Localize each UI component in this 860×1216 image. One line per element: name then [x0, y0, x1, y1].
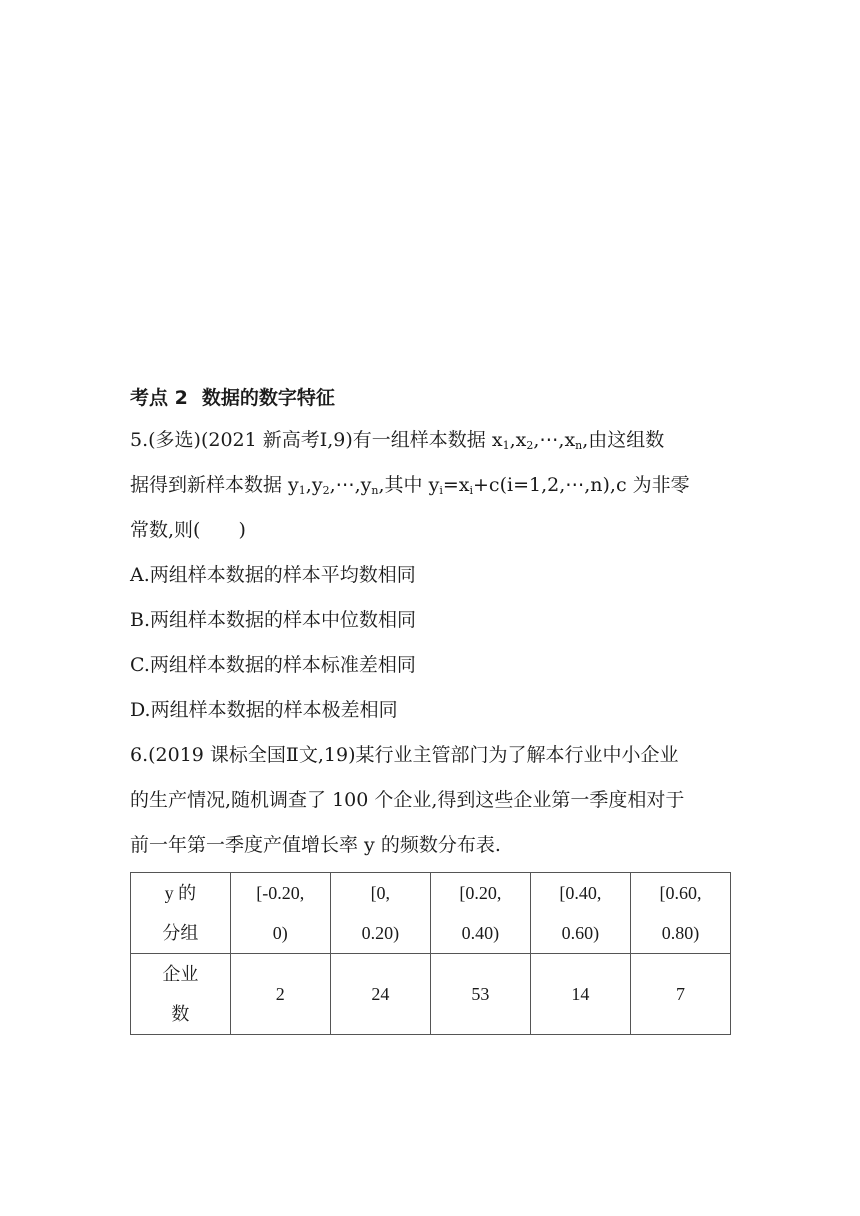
table-cell-count: 24: [330, 954, 430, 1035]
group-line: 0.60): [561, 923, 600, 943]
comma: ,: [354, 474, 361, 496]
table-header-row: [131, 873, 731, 954]
var-x: x: [564, 429, 576, 451]
subscript: n: [371, 484, 379, 497]
row-label-line: 数: [171, 1004, 190, 1024]
group-line: [0.20,: [459, 883, 502, 903]
group-line: 0): [272, 923, 288, 943]
q5-stem-text: 常数,则(: [130, 519, 201, 541]
q6-stem-line-3: 前一年第一季度产值增长率 y 的频数分布表.: [130, 834, 501, 856]
group-line: 0.40): [461, 923, 500, 943]
var-x: x: [491, 429, 503, 451]
section-heading: [130, 378, 735, 418]
ellipsis: ⋯: [539, 429, 559, 451]
comma: ,: [558, 429, 565, 451]
comma: ,: [305, 474, 312, 496]
q5-option-d: D.两组样本数据的样本极差相同: [130, 699, 398, 721]
comma: ,: [509, 429, 516, 451]
subscript: 2: [526, 439, 534, 452]
question-6: [130, 733, 735, 1035]
group-line: [-0.20,: [256, 883, 305, 903]
q5-stem-text: +c(i=1,2,⋯,n),c 为非零: [473, 474, 690, 496]
equals-sign: =: [442, 474, 459, 496]
var-x: x: [458, 474, 470, 496]
subscript: i: [439, 484, 443, 497]
table-cell-count: 2: [230, 954, 330, 1035]
row-label-line: 企业: [162, 964, 199, 984]
table-header-group: [430, 873, 530, 954]
header-label-line: y 的: [164, 883, 197, 903]
section-label: 考点 2: [130, 387, 188, 409]
group-line: [0.40,: [559, 883, 602, 903]
group-line: [0.60,: [659, 883, 702, 903]
comma: ,: [329, 474, 336, 496]
subscript: 1: [502, 439, 510, 452]
q5-stem-text: 5.(多选)(2021 新高考Ⅰ,9)有一组样本数据: [130, 429, 492, 451]
q5-stem-line-1: [130, 418, 735, 463]
table-cell-count: 7: [630, 954, 730, 1035]
group-line: 0.80): [661, 923, 700, 943]
var-y: y: [288, 474, 299, 496]
group-line: 0.20): [361, 923, 400, 943]
q6-stem-line-2: 的生产情况,随机调查了 100 个企业,得到这些企业第一季度相对于: [130, 789, 685, 811]
table-header-group: [330, 873, 430, 954]
q5-stem-line-3: [130, 508, 735, 553]
document-content: [130, 378, 735, 1035]
var-y: y: [311, 474, 323, 496]
group-line: [0,: [370, 883, 391, 903]
q5-stem-text: ,其中: [378, 474, 429, 496]
table-header-label: [131, 873, 231, 954]
subscript: 2: [322, 484, 330, 497]
ellipsis: ⋯: [335, 474, 355, 496]
q5-option-c: C.两组样本数据的样本标准差相同: [130, 654, 416, 676]
table-header-group: [230, 873, 330, 954]
comma: ,: [533, 429, 540, 451]
header-label-line: 分组: [162, 923, 199, 943]
table-row-label: [131, 954, 231, 1035]
table-cell-count: 14: [530, 954, 630, 1035]
subscript: 1: [298, 484, 306, 497]
subscript: i: [469, 484, 474, 497]
q5-stem-text: ,由这组数: [582, 429, 665, 451]
var-x: x: [515, 429, 527, 451]
q5-stem-text: 据得到新样本数据: [130, 474, 289, 496]
table-cell-count: 53: [430, 954, 530, 1035]
q5-option-a: A.两组样本数据的样本平均数相同: [130, 564, 416, 586]
question-5: [130, 418, 735, 733]
q5-option-b: B.两组样本数据的样本中位数相同: [130, 609, 417, 631]
q5-stem-line-2: [130, 463, 735, 508]
var-y: y: [360, 474, 372, 496]
table-row: [131, 954, 731, 1035]
q6-stem-line-1: 6.(2019 课标全国Ⅱ文,19)某行业主管部门为了解本行业中小企业: [130, 744, 679, 766]
table-header-group: [630, 873, 730, 954]
var-y: y: [428, 474, 440, 496]
table-header-group: [530, 873, 630, 954]
subscript: n: [575, 439, 583, 452]
section-title: 数据的数字特征: [201, 387, 335, 409]
frequency-table: [130, 872, 731, 1035]
closing-paren: ): [238, 519, 246, 541]
